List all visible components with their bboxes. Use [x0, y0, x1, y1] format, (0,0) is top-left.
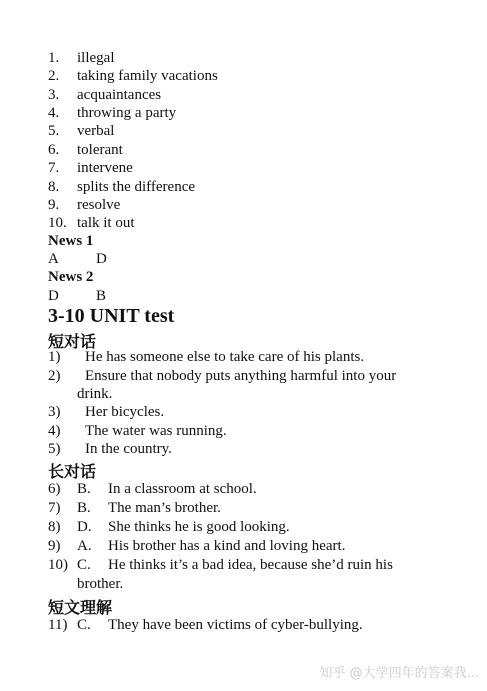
answer-text: He thinks it’s a bad idea, because she’d ruin his	[108, 557, 393, 573]
list-item-letter: B.	[77, 500, 91, 516]
answer-text: His brother has a kind and loving heart.	[108, 538, 346, 554]
answer-text: He has someone else to take care of his plants.	[85, 349, 365, 365]
list-item: 5)	[48, 441, 61, 457]
news2-answer-2: B	[96, 288, 107, 304]
watermark-text: 知乎 @大学四年的答案我...	[319, 666, 479, 681]
answer-text-cont: brother.	[77, 576, 124, 592]
answer-text: She thinks he is good looking.	[108, 519, 290, 535]
answer-text: The man’s brother.	[108, 500, 221, 516]
answer-text: Her bicycles.	[85, 404, 165, 420]
list-item-letter: C.	[77, 557, 91, 573]
answer-text: In the country.	[85, 441, 172, 457]
answer-text: The water was running.	[85, 423, 227, 439]
list-item-number: 11)	[48, 617, 68, 633]
answer-text: They have been victims of cyber-bullying.	[108, 617, 363, 633]
unit-title: 3-10 UNIT test	[48, 305, 175, 327]
news2-heading: News 2	[48, 269, 94, 285]
news2-answer-1: D	[48, 288, 59, 304]
list-item: 2)	[48, 368, 61, 384]
list-item-number: 9)	[48, 538, 61, 554]
list-item: 1)	[48, 349, 61, 365]
short-dialog-heading: 短对话	[48, 332, 97, 351]
list-item: 3)	[48, 404, 61, 420]
list-item-number: 6)	[48, 481, 61, 497]
answer-text: Ensure that nobody puts anything harmful into your	[85, 368, 397, 384]
list-item-number: 10)	[48, 557, 68, 573]
list-item-letter: D.	[77, 519, 92, 535]
list-item-letter: C.	[77, 617, 91, 633]
news1-answer-2: D	[96, 251, 107, 267]
answer-text-cont: drink.	[77, 386, 113, 402]
answer-text: In a classroom at school.	[108, 481, 257, 497]
long-dialog-heading: 长对话	[48, 462, 97, 481]
answer-key-page: 1. illegal 2. taking family vacations 3. acquaintances 4. throwing a party 5. verbal 6. tolerant 7. intervene 8. splits the difference 9. resolve 10. talk it out News 1 A D News 2 D B 3-10 UNIT test 短对话 1) He has someone else to take care of his plants. 2) Ensure that nobody puts anything harmful into your drink. 3) Her bicycles. 4) The water was running. 5) In the country. 长对话 6) B. In a classroom at school. 7) B. The man’s brother. 8) D. She thinks he is good looking. 9) A. His brother has a kind and loving heart. 10) C. He thinks it’s a bad idea, because she’d ruin his brother. 短文理解 11) C. They have been victims of cyber-bullying. 知乎 @大学四年的答案我...	[48, 50, 479, 681]
list-item-letter: B.	[77, 481, 91, 497]
list-item-number: 8)	[48, 519, 61, 535]
news1-answer-1: A	[48, 251, 59, 267]
list-item-letter: A.	[77, 538, 92, 554]
reading-heading: 短文理解	[48, 598, 113, 617]
list-item: 4)	[48, 423, 61, 439]
news1-heading: News 1	[48, 233, 94, 249]
list-item-number: 7)	[48, 500, 61, 516]
